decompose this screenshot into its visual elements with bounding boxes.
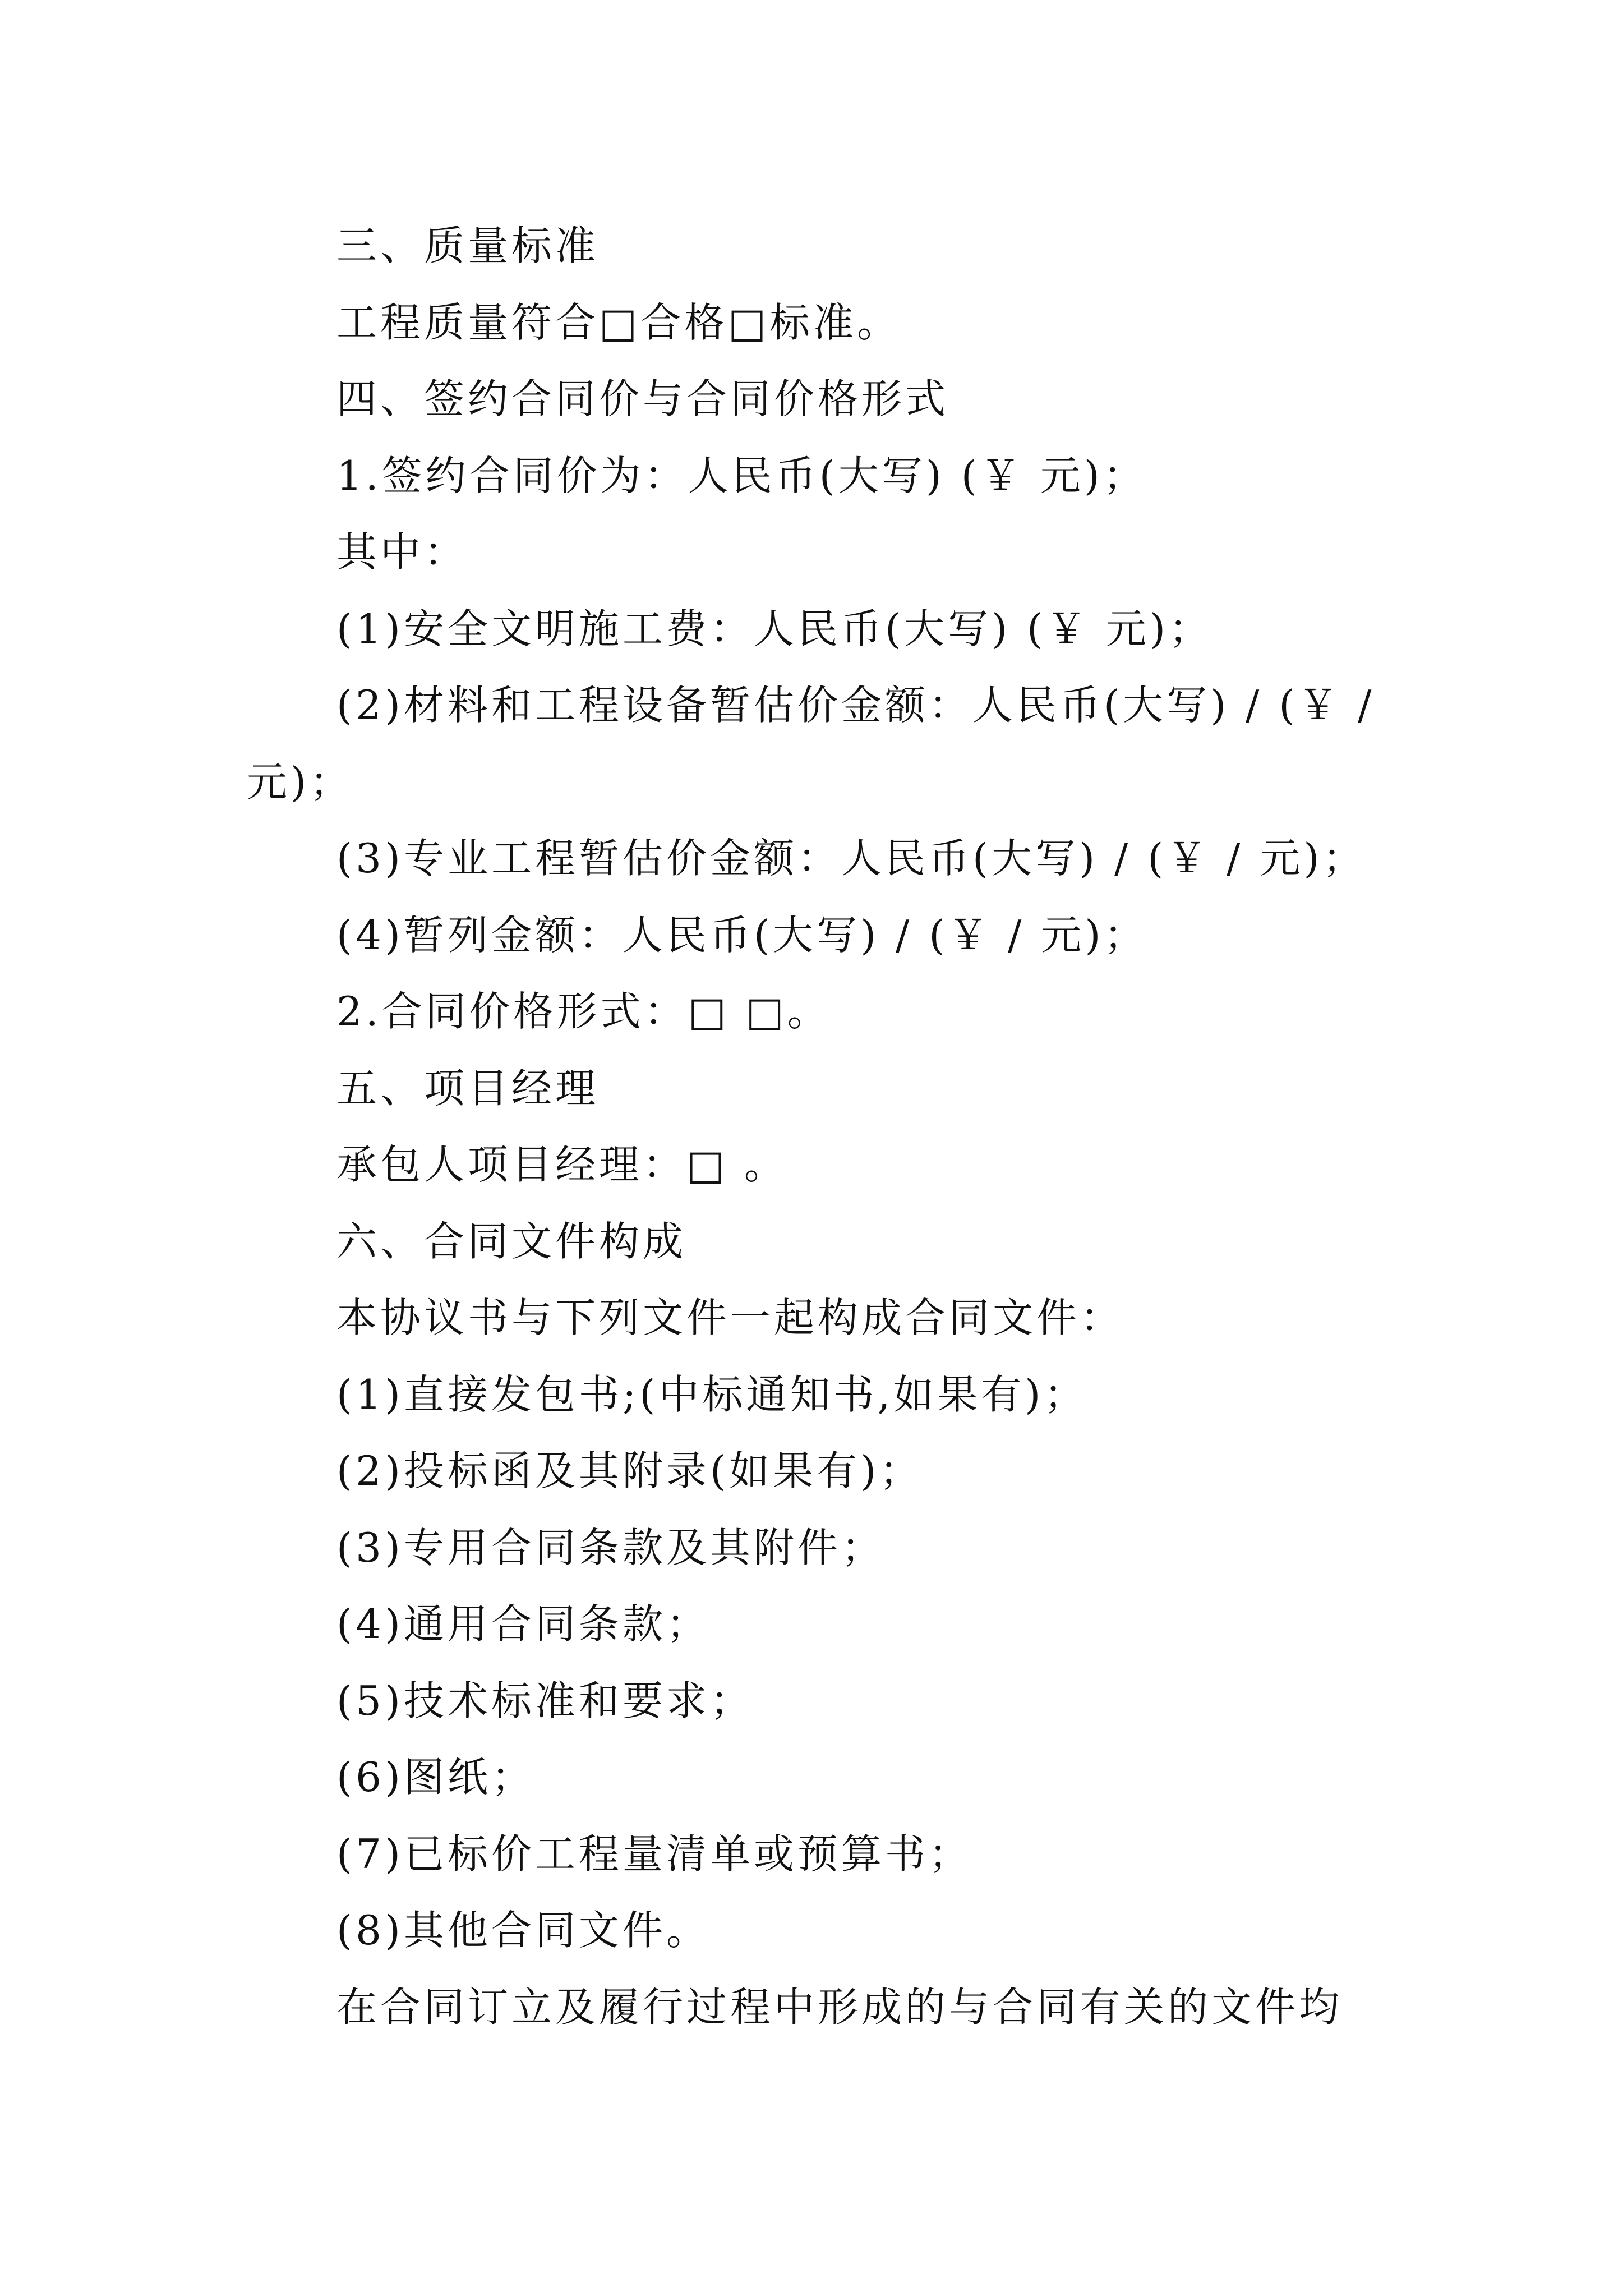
section-heading-quality: 三、质量标准 — [336, 222, 600, 269]
paragraph-signed-price: 1.签约合同价为：人民币(大写) (￥ 元)； — [336, 452, 1147, 499]
list-item-material-estimate-continued: 元)； — [247, 758, 354, 806]
paragraph-quality-standard: 工程质量符合□合格□标准。 — [336, 298, 901, 346]
paragraph-contractor-manager: 承包人项目经理：□ 。 — [336, 1141, 788, 1188]
list-item-document-6: (6)图纸； — [336, 1754, 535, 1801]
list-item-provisional-sum: (4)暂列金额：人民币(大写) / (￥ / 元)； — [336, 911, 1148, 959]
paragraph-documents-intro: 本协议书与下列文件一起构成合同文件： — [336, 1294, 1124, 1341]
list-item-document-4: (4)通用合同条款； — [336, 1600, 710, 1648]
list-item-material-estimate: (2)材料和工程设备暂估价金额：人民币(大写) / (￥ / — [336, 682, 1375, 729]
list-item-document-5: (5)技术标准和要求； — [336, 1677, 754, 1724]
paragraph-documents-closing: 在合同订立及履行过程中形成的与合同有关的文件均 — [336, 1983, 1343, 2031]
paragraph-among: 其中： — [336, 528, 468, 576]
list-item-document-7: (7)已标价工程量清单或预算书； — [336, 1830, 972, 1878]
section-heading-contract-documents: 六、合同文件构成 — [336, 1217, 687, 1265]
section-heading-contract-price: 四、签约合同价与合同价格形式 — [336, 375, 949, 422]
list-item-document-2: (2)投标函及其附录(如果有)； — [336, 1447, 924, 1494]
paragraph-price-form: 2.合同价格形式：□ □。 — [336, 988, 831, 1035]
list-item-professional-estimate: (3)专业工程暂估价金额：人民币(大写) / (￥ / 元)； — [336, 835, 1367, 882]
list-item-document-3: (3)专用合同条款及其附件； — [336, 1524, 885, 1571]
list-item-document-8: (8)其他合同文件。 — [336, 1907, 710, 1954]
list-item-safety-fee: (1)安全文明施工费：人民币(大写) (￥ 元)； — [336, 605, 1213, 652]
section-heading-project-manager: 五、项目经理 — [336, 1064, 600, 1112]
document-body — [247, 208, 1413, 2045]
list-item-document-1: (1)直接发包书;(中标通知书,如果有)； — [336, 1370, 1088, 1418]
